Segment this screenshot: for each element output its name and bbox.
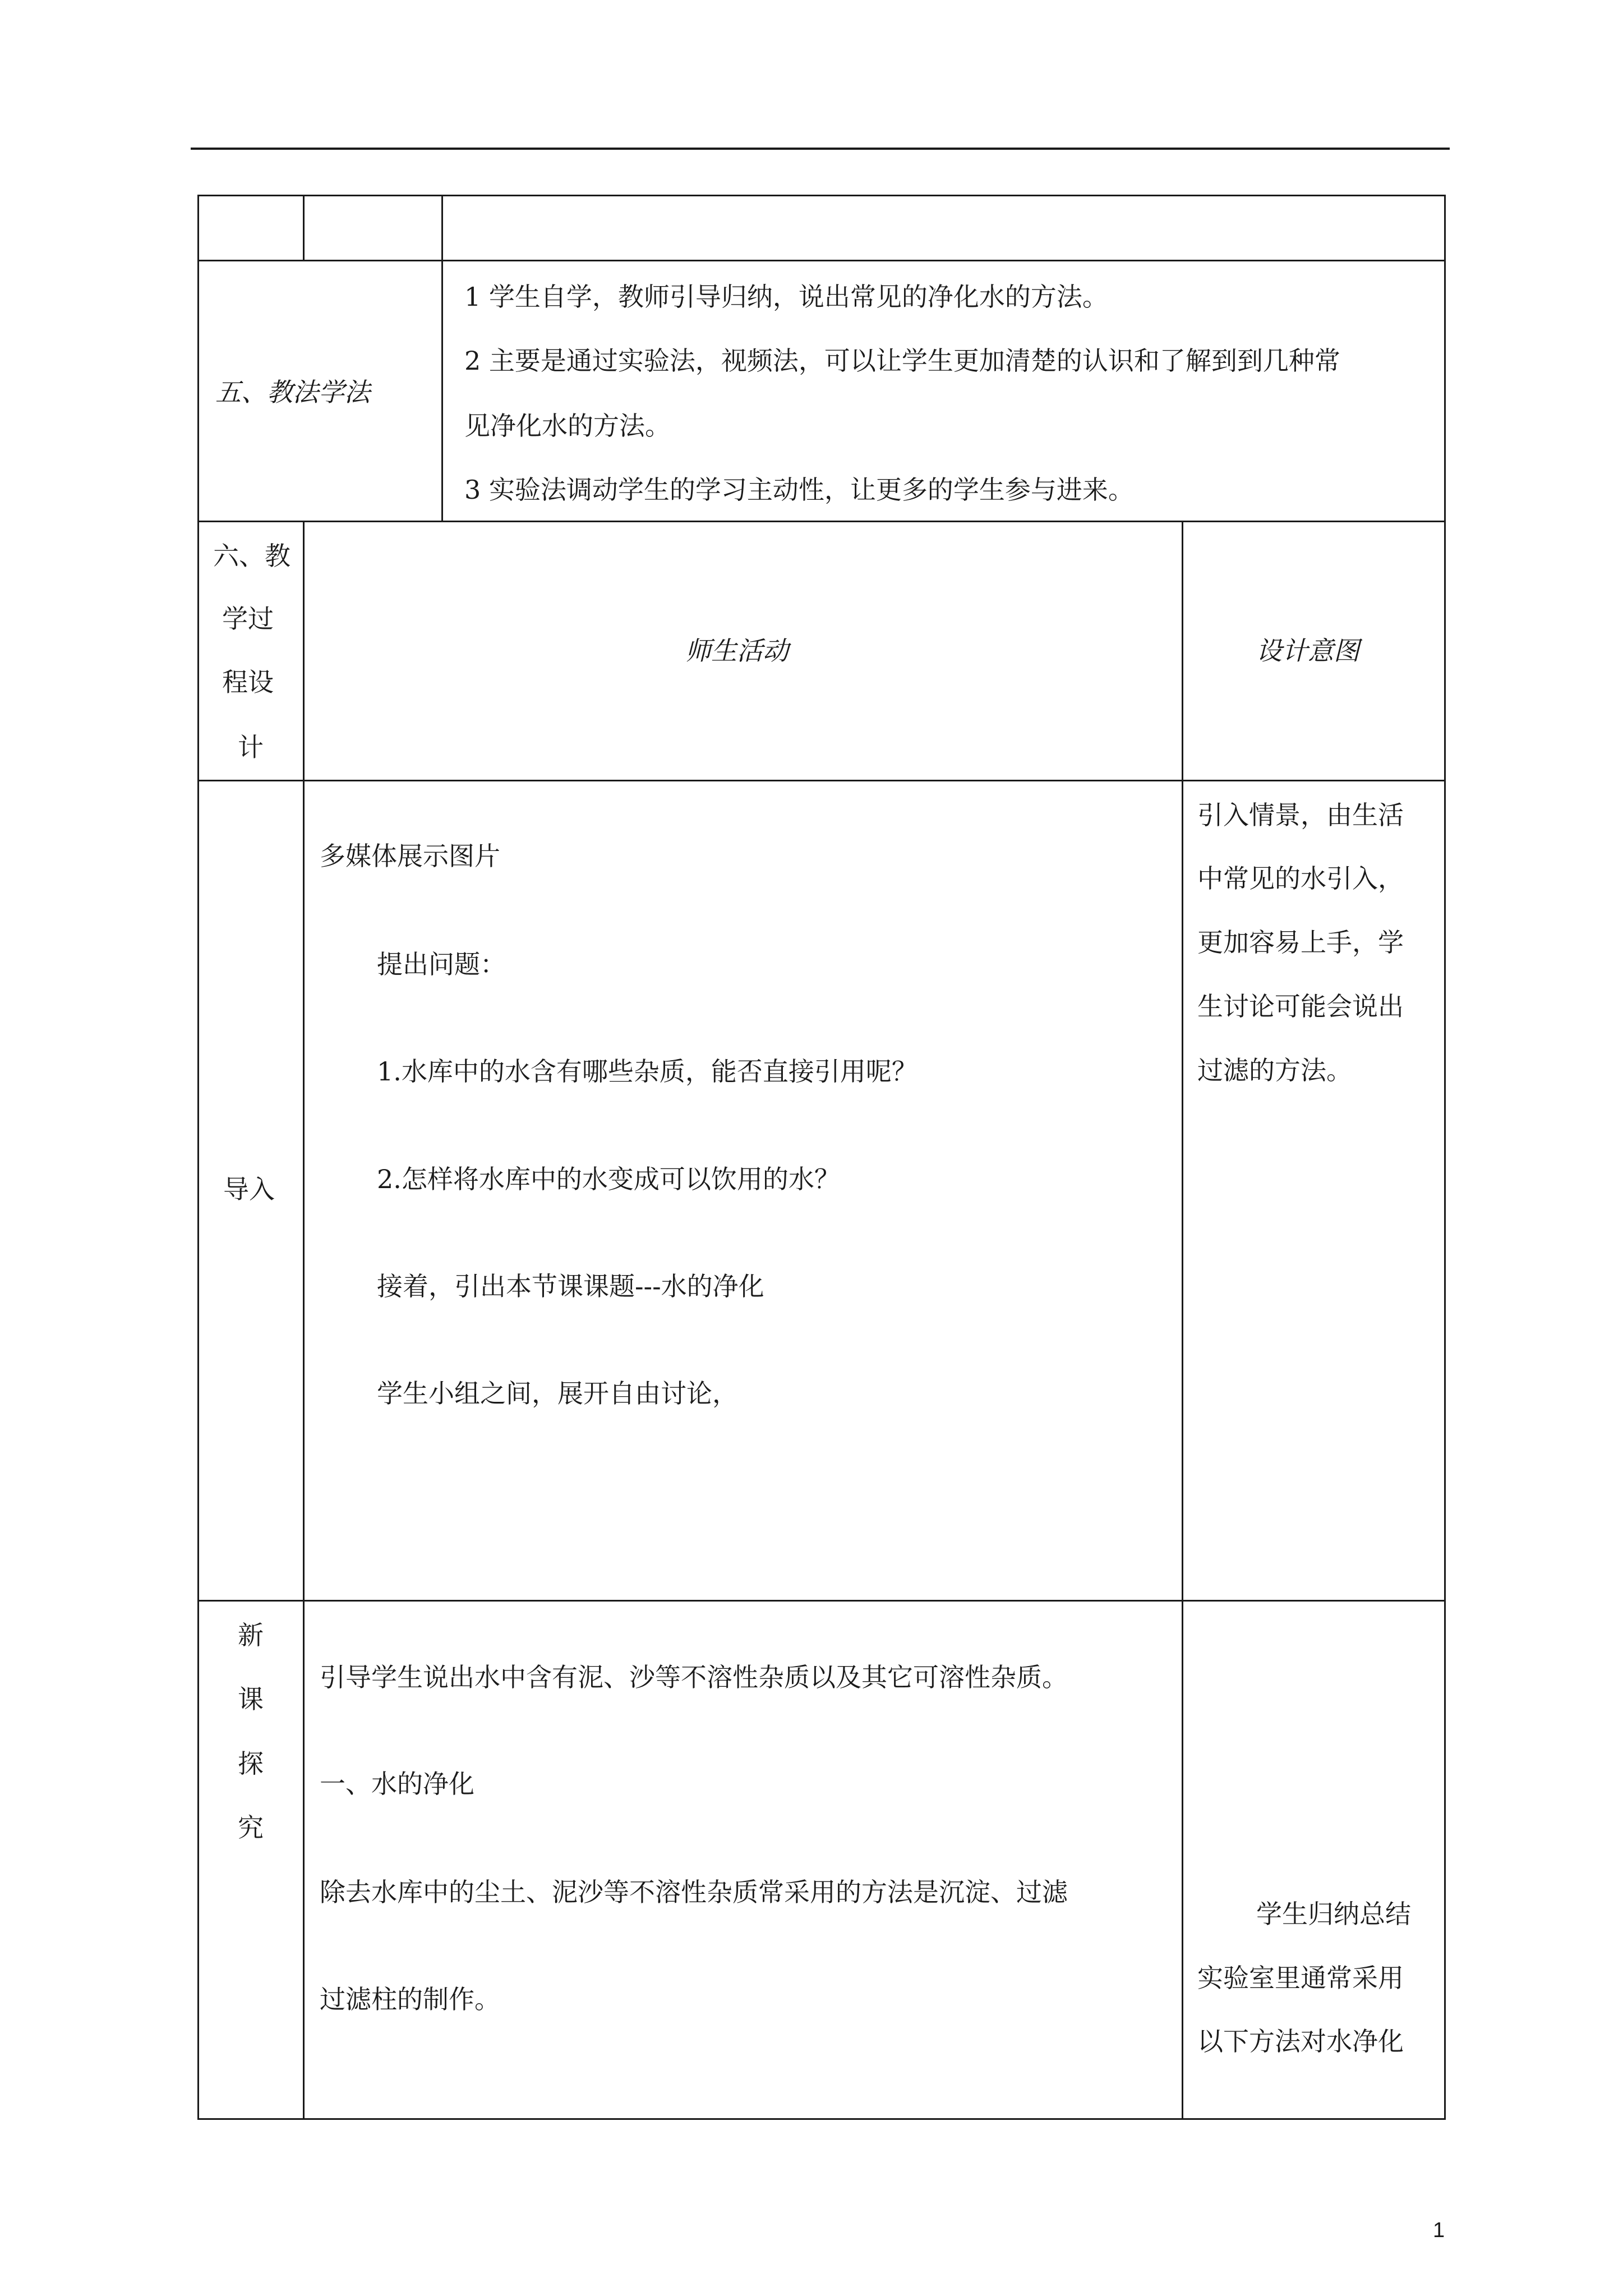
section5-label: 五、教法学法 — [215, 377, 370, 407]
section5-line: 1 学生自学，教师引导归纳，说出常见的净化水的方法。 — [464, 282, 1108, 312]
table-border — [197, 195, 1446, 196]
table-border — [197, 2118, 1446, 2120]
new-lesson-intent-line: 以下方法对水净化 — [1197, 2026, 1404, 2056]
table-border — [197, 521, 1446, 522]
intro-line: 接着，引出本节课课题---水的净化 — [377, 1271, 764, 1301]
new-lesson-label-char: 究 — [238, 1812, 264, 1843]
table-border — [303, 521, 305, 2120]
section6-label-line: 学过 — [222, 604, 274, 634]
intro-line: 提出问题： — [377, 949, 506, 979]
section5-line: 2 主要是通过实验法，视频法，可以让学生更加清楚的认识和了解到到几种常 — [464, 346, 1340, 376]
header-rule — [191, 148, 1450, 150]
new-lesson-line: 除去水库中的尘土、泥沙等不溶性杂质常采用的方法是沉淀、过滤 — [320, 1877, 1068, 1907]
intro-intent-line: 更加容易上手，学 — [1197, 927, 1404, 958]
table-border — [197, 1600, 1446, 1602]
new-lesson-label-char: 课 — [238, 1684, 264, 1714]
new-lesson-intent-line: 实验室里通常采用 — [1197, 1963, 1404, 1993]
table-border — [441, 195, 443, 522]
section6-label-line: 程设 — [222, 667, 274, 697]
column-header-intent: 设计意图 — [1256, 636, 1359, 666]
table-border — [197, 195, 199, 2120]
intro-line: 1.水库中的水含有哪些杂质，能否直接引用呢？ — [377, 1056, 917, 1087]
table-border — [197, 780, 1446, 781]
section6-label-line: 六、教 — [213, 541, 291, 571]
table-border — [1182, 521, 1183, 2120]
intro-intent-line: 生讨论可能会说出 — [1197, 991, 1404, 1022]
intro-intent-line: 中常见的水引入， — [1197, 863, 1404, 894]
section5-line: 见净化水的方法。 — [464, 411, 671, 441]
intro-intent-line: 引入情景，由生活 — [1197, 800, 1404, 830]
column-header-activity: 师生活动 — [685, 636, 789, 666]
intro-line: 2.怎样将水库中的水变成可以饮用的水？ — [377, 1164, 840, 1194]
section5-line: 3 实验法调动学生的学习主动性，让更多的学生参与进来。 — [464, 475, 1134, 505]
page-number: 1 — [1433, 2219, 1445, 2242]
intro-label: 导入 — [223, 1174, 275, 1204]
new-lesson-label-char: 探 — [238, 1749, 264, 1779]
table-border — [1444, 195, 1446, 2120]
new-lesson-line: 一、水的净化 — [320, 1769, 474, 1799]
intro-intent-line: 过滤的方法。 — [1197, 1055, 1352, 1085]
intro-line: 学生小组之间，展开自由讨论， — [377, 1378, 738, 1409]
new-lesson-intent-line: 学生归纳总结 — [1256, 1899, 1411, 1929]
table-border — [303, 195, 305, 261]
new-lesson-line: 过滤柱的制作。 — [320, 1984, 500, 2014]
new-lesson-line: 引导学生说出水中含有泥、沙等不溶性杂质以及其它可溶性杂质。 — [320, 1662, 1068, 1692]
intro-line: 多媒体展示图片 — [320, 841, 500, 871]
section6-label-line: 计 — [238, 732, 264, 762]
table-border — [197, 260, 1446, 261]
new-lesson-label-char: 新 — [238, 1620, 264, 1650]
